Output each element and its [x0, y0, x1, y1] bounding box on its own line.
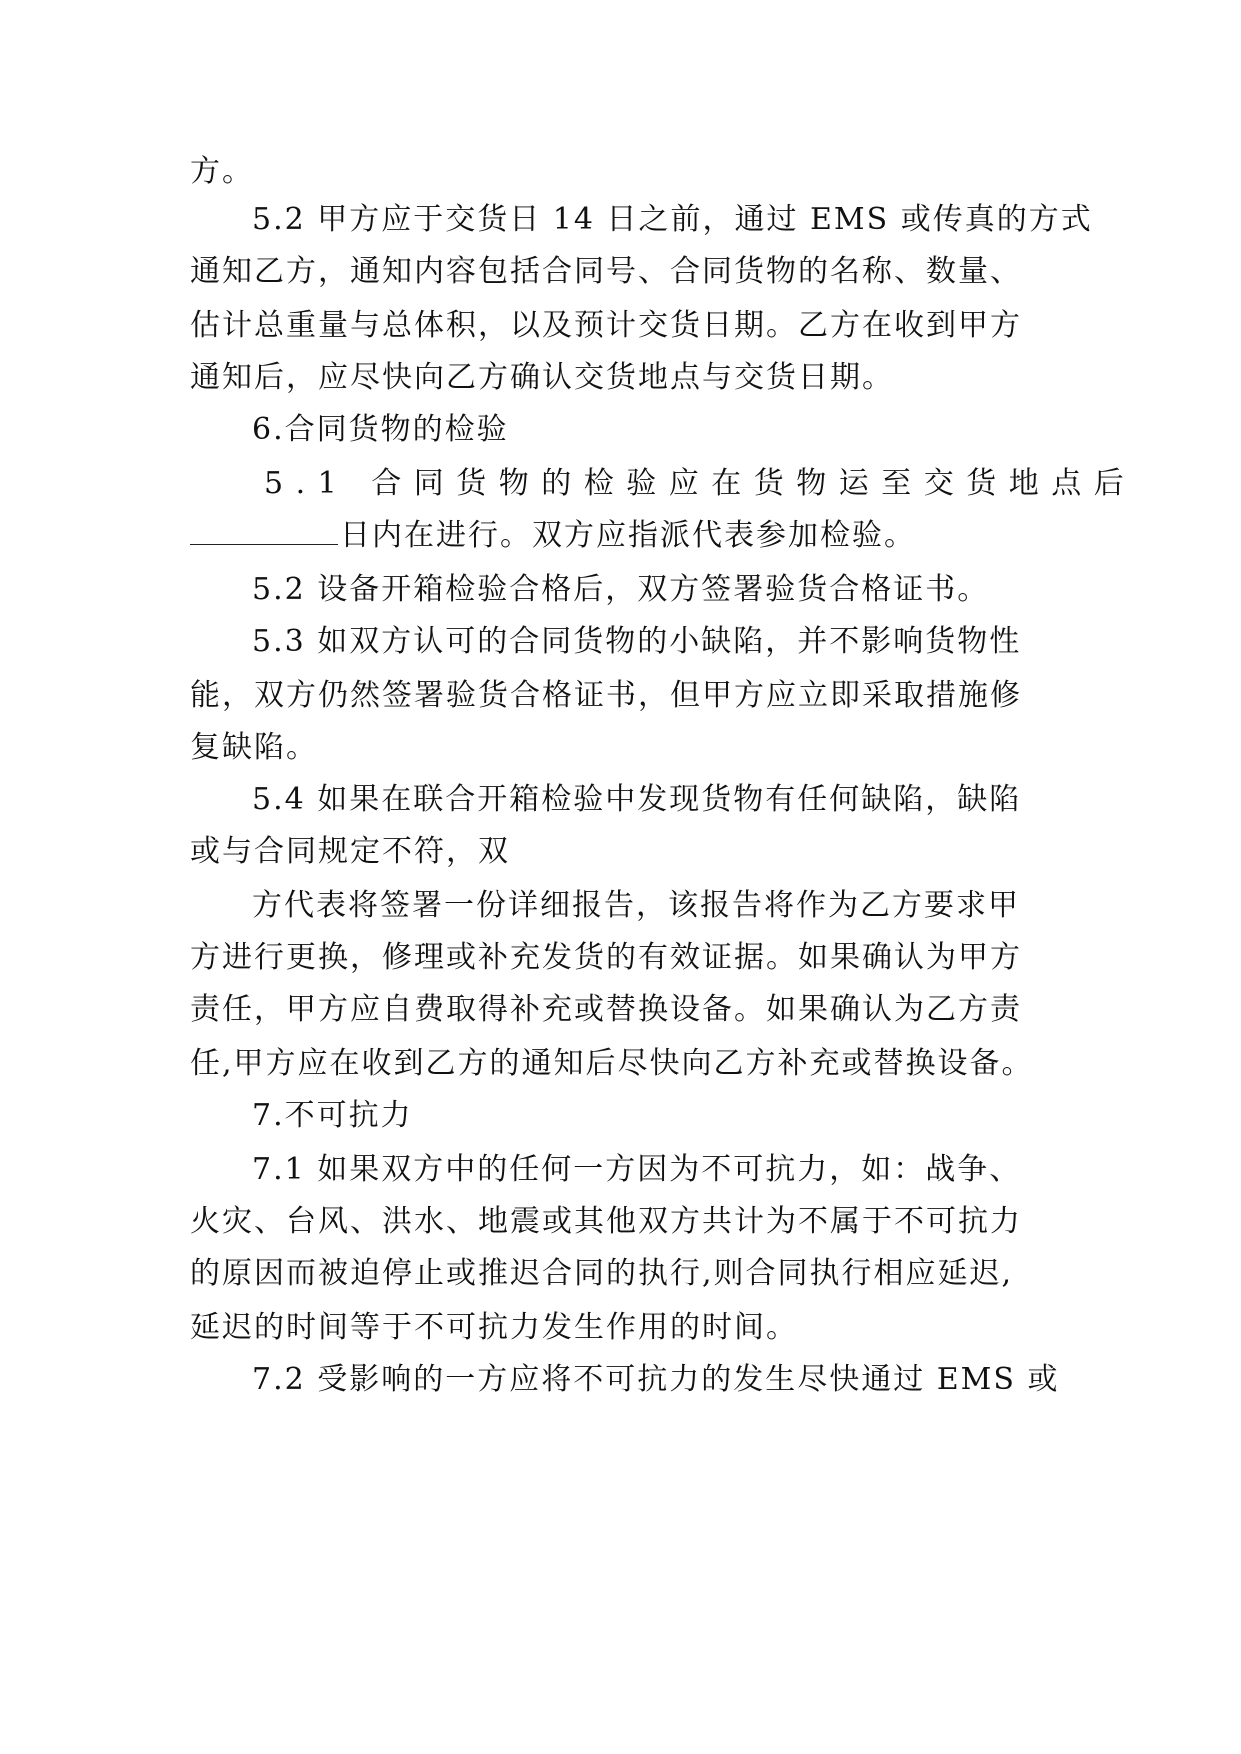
text-line: 通知后，应尽快向乙方确认交货地点与交货日期。: [190, 360, 894, 395]
text-line: 通知乙方，通知内容包括合同号、合同货物的名称、数量、: [190, 254, 1022, 289]
text-line: 5.1 合同货物的检验应在货物运至交货地点后: [264, 466, 1137, 501]
text-line: 火灾、台风、洪水、地震或其他双方共计为不属于不可抗力: [190, 1204, 1022, 1239]
text-line: 5.2 设备开箱检验合格后，双方签署验货合格证书。: [252, 572, 990, 607]
text-line: 5.4 如果在联合开箱检验中发现货物有任何缺陷，缺陷: [252, 782, 1022, 817]
text-line: 方代表将签署一份详细报告，该报告将作为乙方要求甲: [252, 888, 1020, 923]
text-line: 复缺陷。: [190, 730, 318, 765]
text-line: 7.1 如果双方中的任何一方因为不可抗力，如：战争、: [252, 1152, 1022, 1187]
text-line-with-blank: [190, 516, 916, 556]
text-line: 或与合同规定不符，双: [190, 834, 510, 869]
text-line: 5.3 如双方认可的合同货物的小缺陷，并不影响货物性: [252, 624, 1022, 659]
section-heading: 7.不可抗力: [252, 1098, 413, 1133]
text-line: 延迟的时间等于不可抗力发生作用的时间。: [190, 1310, 798, 1345]
text-line: 责任，甲方应自费取得补充或替换设备。如果确认为乙方责: [190, 992, 1022, 1027]
text-line: 方进行更换，修理或补充发货的有效证据。如果确认为甲方: [190, 940, 1022, 975]
text-line: 能，双方仍然签署验货合格证书，但甲方应立即采取措施修: [190, 678, 1022, 713]
text-line: 方。: [190, 154, 254, 189]
text-line: 任,甲方应在收到乙方的通知后尽快向乙方补充或替换设备。: [190, 1046, 1034, 1081]
fill-in-blank: [190, 516, 338, 545]
text-line: 估计总重量与总体积，以及预计交货日期。乙方在收到甲方: [190, 308, 1022, 343]
text-line: 7.2 受影响的一方应将不可抗力的发生尽快通过 EMS 或: [252, 1362, 1060, 1397]
text-fragment: 日内在进行。双方应指派代表参加检验。: [340, 518, 916, 553]
section-heading: 6.合同货物的检验: [252, 412, 509, 447]
text-line: 的原因而被迫停止或推迟合同的执行,则合同执行相应延迟,: [190, 1256, 1014, 1291]
text-line: 5.2 甲方应于交货日 14 日之前，通过 EMS 或传真的方式: [252, 202, 1093, 237]
